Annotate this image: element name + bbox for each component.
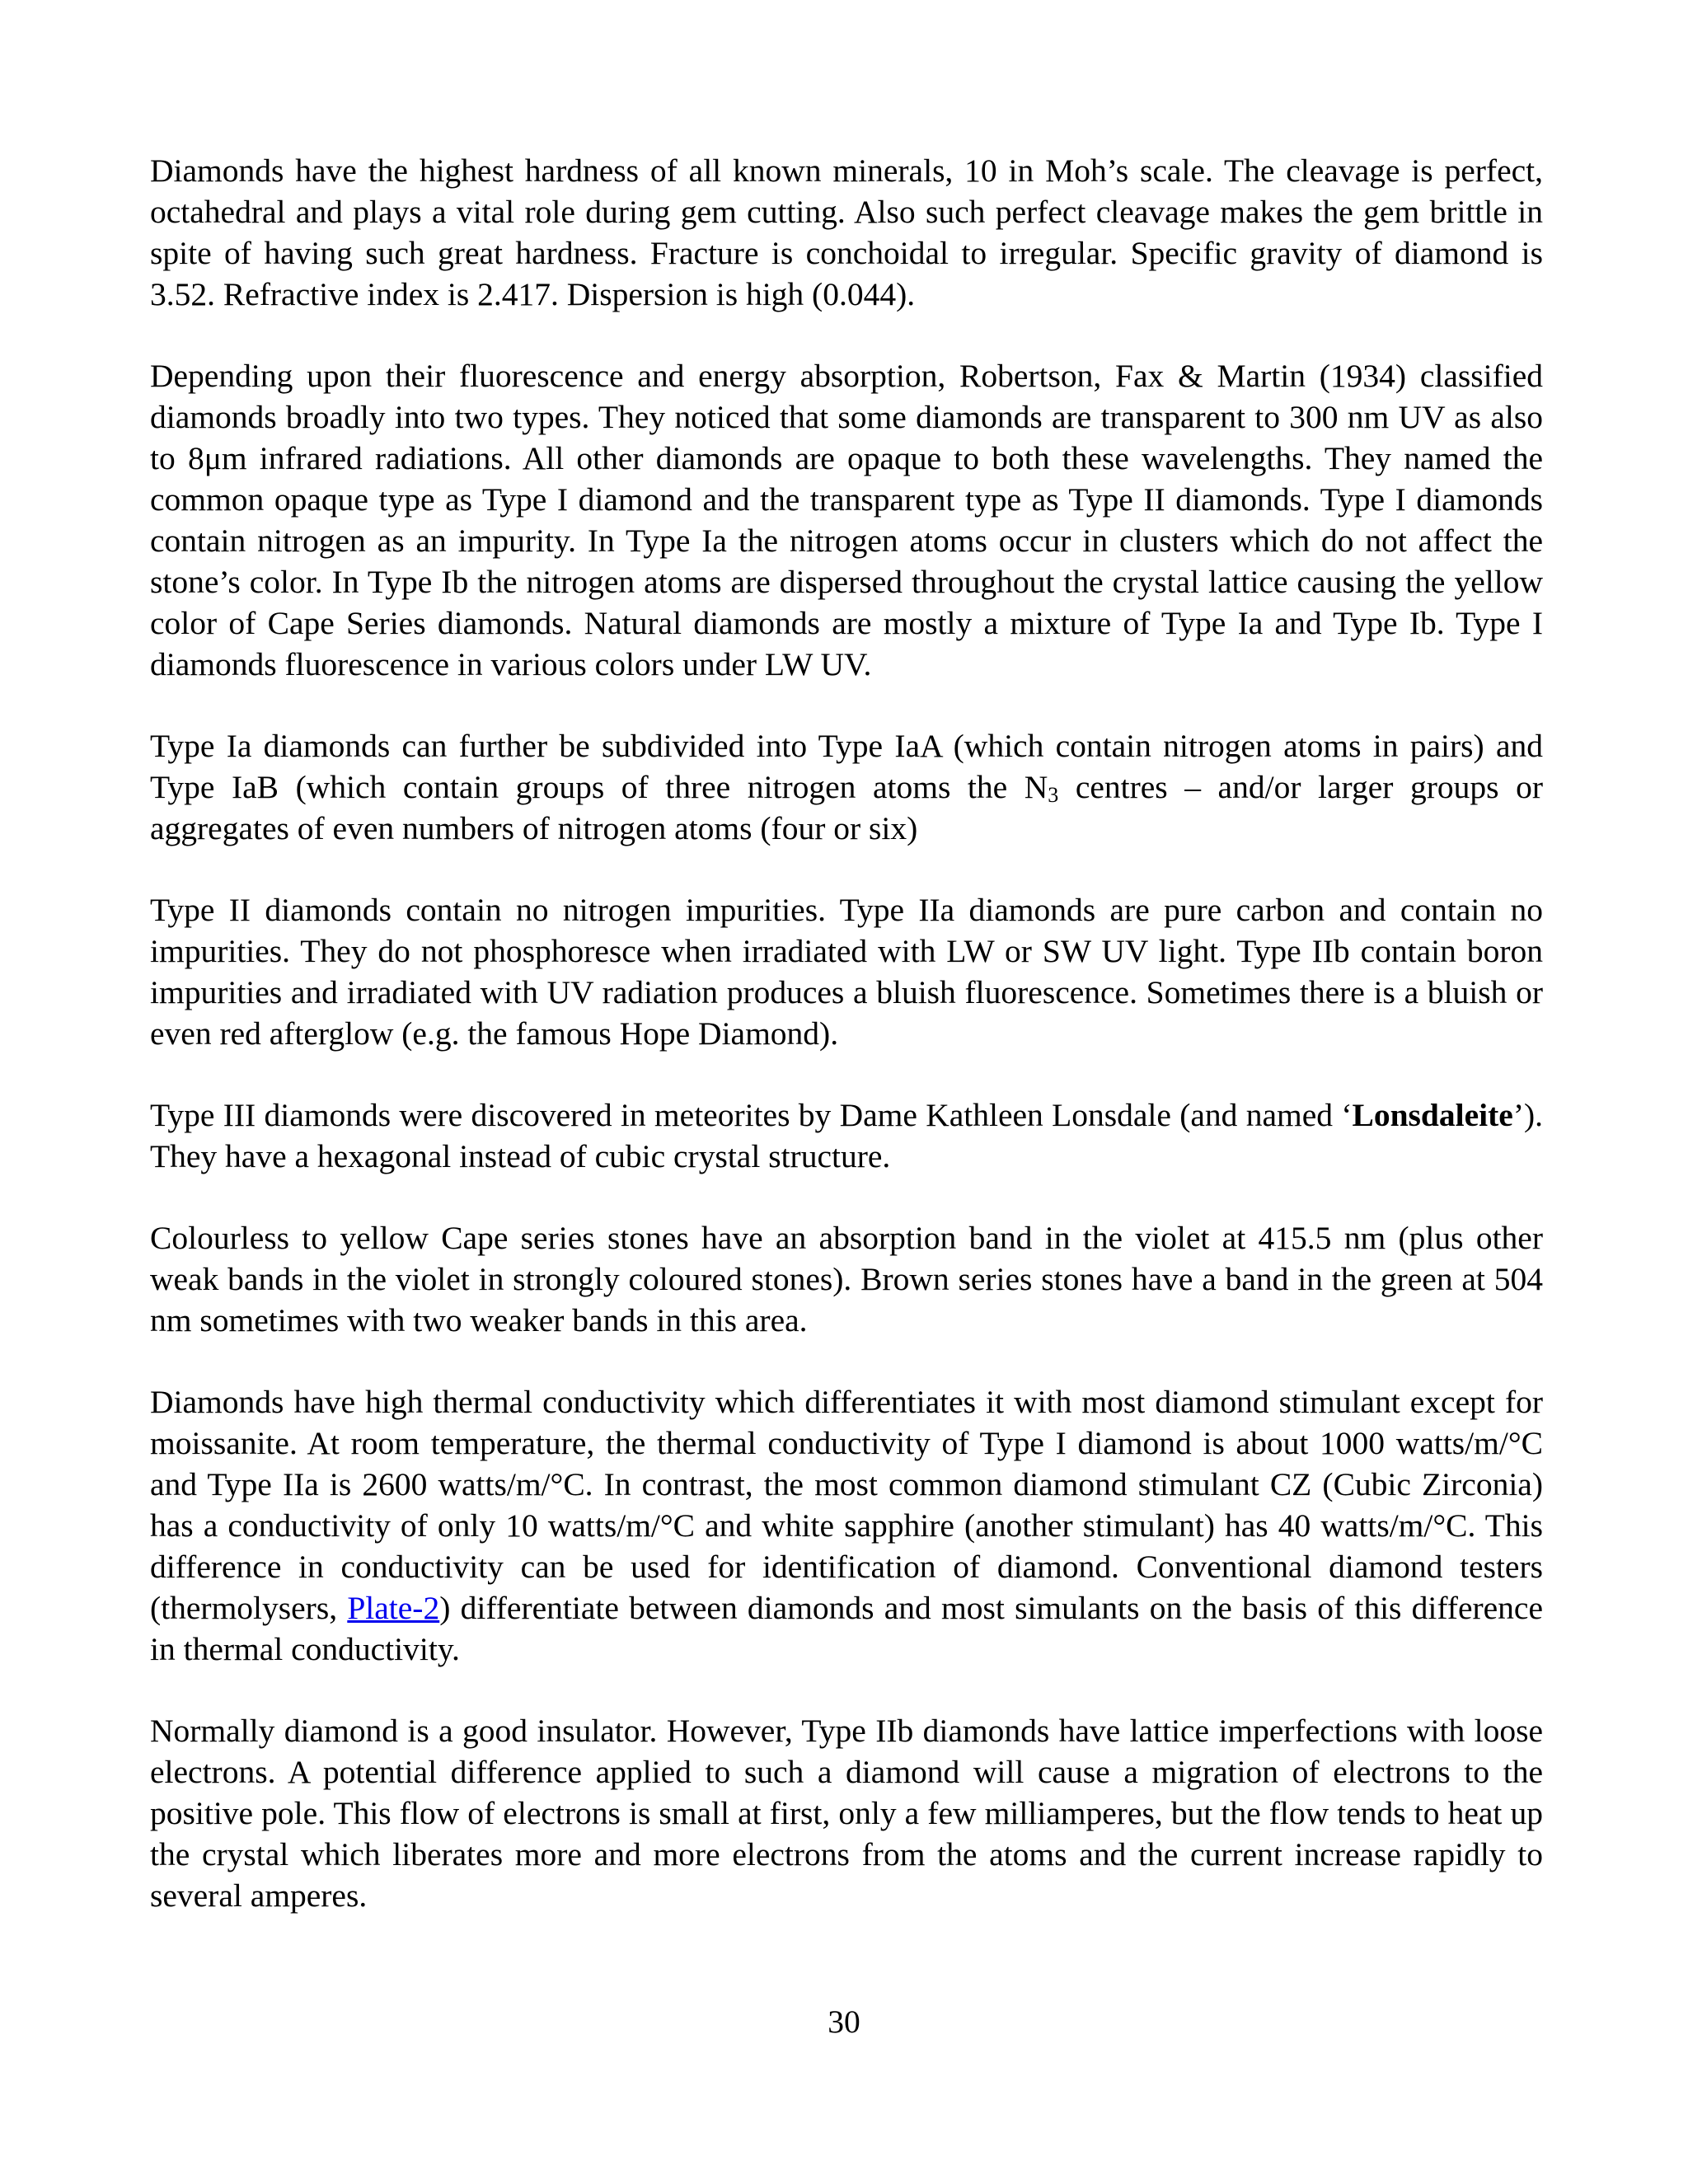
text-segment: ) differentiate between diamonds and most simulants on the basis of this difference in thermal conductivity. (150, 1590, 1543, 1667)
paragraph-diamond-types: Depending upon their fluorescence and energy absorption, Robertson, Fax & Martin (1934) classified diamonds broadly into two types. They noticed that some diamonds are transparent to 300 nm UV as also to 8μm infrared radiations. All other diamonds are opaque to both these wavelengths. They named the common opaque type as Type I diamond and the transparent type as Type II diamonds. Type I diamonds contain nitrogen as an impurity. In Type Ia the nitrogen atoms occur in clusters which do not affect the stone’s color. In Type Ib the nitrogen atoms are dispersed throughout the crystal lattice causing the yellow color of Cape Series diamonds. Natural diamonds are mostly a mixture of Type Ia and Type Ib. Type I diamonds fluorescence in various colors under LW UV. (150, 358, 1543, 682)
page-number: 30 (828, 2004, 860, 2040)
paragraph-absorption-bands: Colourless to yellow Cape series stones have an absorption band in the violet at 415.5 nm (plus other weak bands in the violet in strongly coloured stones). Brown series stones have a band in the green at 504 nm sometimes with two weaker bands in this area. (150, 1220, 1543, 1338)
paragraph-type-iii (150, 1094, 1543, 1177)
document-body (150, 150, 1543, 1916)
text-segment: ’). They have a hexagonal instead of cubic crystal structure. (150, 1097, 1543, 1174)
text-segment: Type Ia diamonds can further be subdivided into Type IaA (which contain nitrogen atoms in pairs) and Type IaB (which contain groups of three nitrogen atoms the N (150, 728, 1543, 805)
text-segment: Diamonds have high thermal conductivity which differentiates it with most diamond stimulant except for moissanite. At room temperature, the thermal conductivity of Type I diamond is about 1000 watts/m/°C and Type IIa is 2600 watts/m/°C. In contrast, the most common diamond stimulant CZ (Cubic Zirconia) has a conductivity of only 10 watts/m/°C and white sapphire (another stimulant) has 40 watts/m/°C. This difference in conductivity can be used for identification of diamond. Conventional diamond testers (thermolysers, (150, 1384, 1543, 1626)
text-segment: Type III diamonds were discovered in meteorites by Dame Kathleen Lonsdale (and named ‘ (150, 1097, 1353, 1133)
subscript-3: 3 (1048, 783, 1059, 807)
paragraph-hardness: Diamonds have the highest hardness of all known minerals, 10 in Moh’s scale. The cleavage is perfect, octahedral and plays a vital role during gem cutting. Also such perfect cleavage makes the gem brittle in spite of having such great hardness. Fracture is conchoidal to irregular. Specific gravity of diamond is 3.52. Refractive index is 2.417. Dispersion is high (0.044). (150, 152, 1543, 312)
plate-2-link[interactable]: Plate-2 (347, 1590, 440, 1626)
paragraph-type-ii: Type II diamonds contain no nitrogen impurities. Type IIa diamonds are pure carbon and contain no impurities. They do not phosphoresce when irradiated with LW or SW UV light. Type IIb contain boron impurities and irradiated with UV radiation produces a bluish fluorescence. Sometimes there is a bluish or even red afterglow (e.g. the famous Hope Diamond). (150, 892, 1543, 1052)
paragraph-electrical-conductivity: Normally diamond is a good insulator. However, Type IIb diamonds have lattice imperfections with loose electrons. A potential difference applied to such a diamond will cause a migration of electrons to the positive pole. This flow of electrons is small at first, only a few milliamperes, but the flow tends to heat up the crystal which liberates more and more electrons from the atoms and the current increase rapidly to several amperes. (150, 1713, 1543, 1914)
paragraph-type-ia-subdivision (150, 725, 1543, 849)
bold-term-lonsdaleite: Lonsdaleite (1352, 1097, 1513, 1133)
paragraph-thermal-conductivity (150, 1381, 1543, 1670)
text-segment: centres – and/or larger groups or aggregates of even numbers of nitrogen atoms (four or six) (150, 769, 1543, 846)
